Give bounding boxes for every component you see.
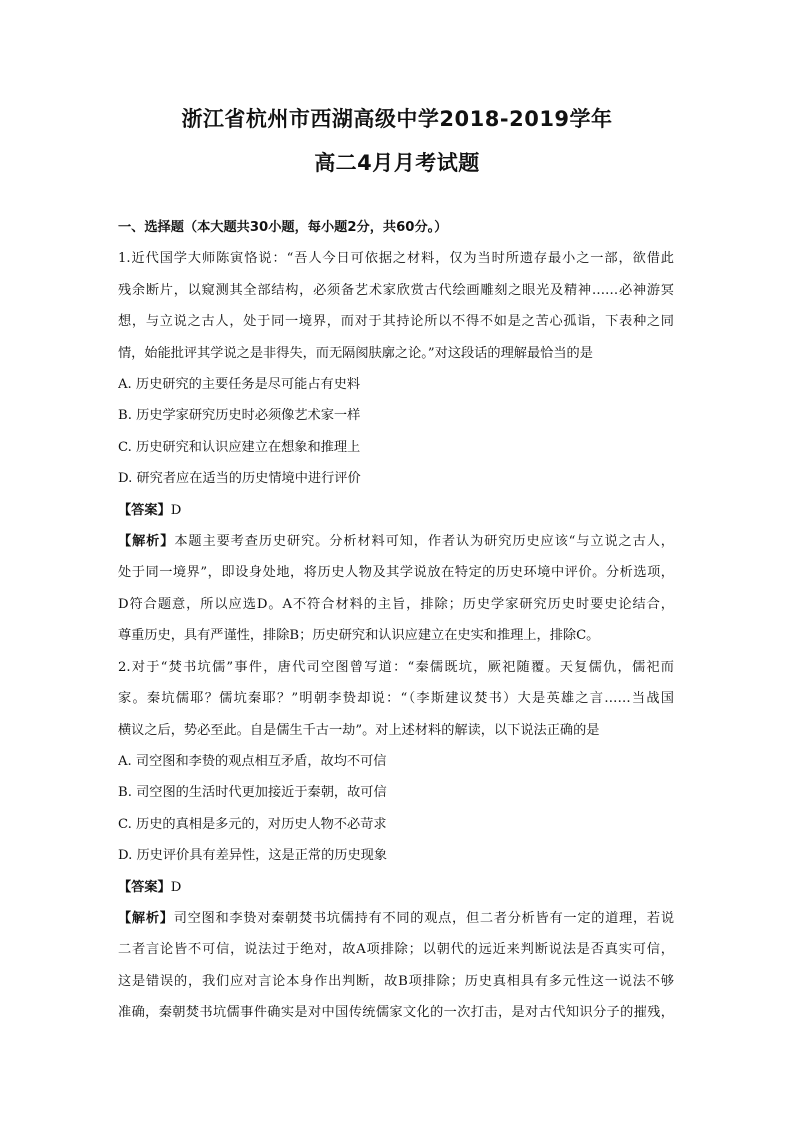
q2-answer-label: 【答案】 bbox=[118, 879, 171, 895]
q2-analysis-line bbox=[118, 903, 674, 934]
section-heading: 一、选择题（本大题共30小题，每小题2分，共60分。） bbox=[118, 220, 448, 235]
q1-analysis-line: 尊重历史，具有严谨性，排除B；历史研究和认识应建立在史实和推理上，排除C。 bbox=[118, 628, 600, 644]
q2-answer-value: D bbox=[170, 879, 182, 895]
q1-analysis-text: 本题主要考查历史研究。分析材料可知，作者认为研究历史应该“与立说之古人， bbox=[174, 534, 674, 550]
q2-analysis-text: 司空图和李贽对秦朝焚书坑儒持有不同的观点，但二者分析皆有一定的道理，若说 bbox=[173, 910, 674, 926]
q2-analysis-line: 二者言论皆不可信，说法过于绝对，故A项排除；以朝代的远近来判断说法是否真实可信， bbox=[118, 942, 674, 958]
q1-analysis-line: D符合题意，所以应选D。A不符合材料的主旨，排除；历史学家研究历史时要史论结合， bbox=[118, 596, 674, 612]
q2-answer bbox=[118, 872, 674, 903]
q1-analysis-line bbox=[118, 526, 674, 557]
q1-option-a: A. 历史研究的主要任务是尽可能占有史料 bbox=[118, 377, 361, 393]
q2-stem-line: 2.对于“焚书坑儒”事件，唐代司空图曾写道：“秦儒既坑，厥祀随覆。天复儒仇，儒祀而 bbox=[118, 659, 674, 675]
q2-stem-line: 家。秦坑儒耶？儒坑秦耶？”明朝李贽却说：“（李斯建议焚书）大是英雄之言……当战国 bbox=[118, 691, 674, 707]
q2-analysis-line: 准确，秦朝焚书坑儒事件确实是对中国传统儒家文化的一次打击，是对古代知识分子的摧残， bbox=[118, 1005, 674, 1021]
document-title-line1: 浙江省杭州市西湖高级中学2018-2019学年 bbox=[181, 107, 613, 131]
q1-analysis-label: 【解析】 bbox=[118, 534, 175, 550]
q1-answer-label: 【答案】 bbox=[118, 502, 171, 518]
q1-stem-line: 想，与立说之古人，处于同一境界，而对于其持论所以不得不如是之苦心孤诣，下表种之同 bbox=[118, 314, 674, 330]
q2-option-a: A. 司空图和李贽的观点相互矛盾，故均不可信 bbox=[118, 753, 387, 769]
q1-answer bbox=[118, 495, 674, 526]
q2-option-d: D. 历史评价具有差异性，这是正常的历史现象 bbox=[118, 848, 388, 864]
q1-answer-value: D bbox=[170, 502, 182, 518]
q1-stem-line: 1.近代国学大师陈寅恪说：“吾人今日可依据之材料，仅为当时所遗存最小之一部，欲借此 bbox=[118, 251, 674, 267]
q1-option-b: B. 历史学家研究历史时必须像艺术家一样 bbox=[118, 408, 361, 424]
q1-stem-line: 残余断片，以窥测其全部结构，必须备艺术家欣赏古代绘画雕刻之眼光及精神……必神游冥 bbox=[118, 282, 674, 298]
q2-analysis-label: 【解析】 bbox=[118, 910, 174, 926]
q1-option-d: D. 研究者应在适当的历史情境中进行评价 bbox=[118, 471, 361, 487]
q2-option-b: B. 司空图的生活时代更加接近于秦朝，故可信 bbox=[118, 785, 387, 801]
q1-analysis-line: 处于同一境界”，即设身处地，将历史人物及其学说放在特定的历史环境中评价。分析选项， bbox=[118, 565, 674, 581]
document-body bbox=[118, 212, 674, 1029]
q1-stem-line: 情，始能批评其学说之是非得失，而无隔阂肤廓之论。”对这段话的理解最恰当的是 bbox=[118, 345, 593, 361]
q2-analysis-line: 这是错误的，我们应对言论本身作出判断，故B项排除；历史真相具有多元性这一说法不够 bbox=[118, 973, 674, 989]
q2-stem-line: 横议之后，势必至此。自是儒生千古一劫”。对上述材料的解读，以下说法正确的是 bbox=[118, 722, 600, 738]
q2-option-c: C. 历史的真相是多元的，对历史人物不必苛求 bbox=[118, 816, 387, 832]
document-title-line2: 高二4月月考试题 bbox=[314, 151, 480, 175]
q1-option-c: C. 历史研究和认识应建立在想象和推理上 bbox=[118, 439, 361, 455]
